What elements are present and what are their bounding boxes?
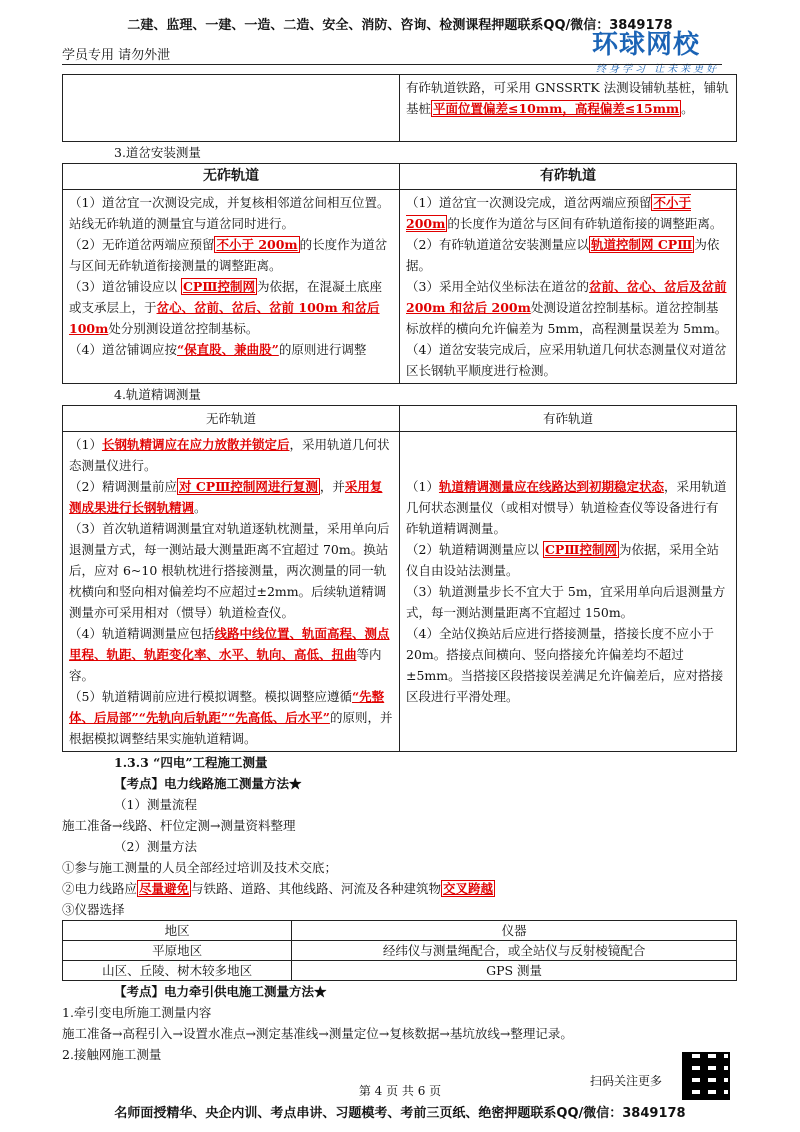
top-banner: 二建、监理、一建、一造、二造、安全、消防、咨询、检测课程押题联系QQ/微信：3849178 <box>127 18 673 33</box>
turnout-ballastless-cell: （1）道岔宜一次测设完成，并复核相邻道岔间相互位置。站线无砟轨道的测量宜与道岔同时进行。 （2）无砟道岔两端应预留 不小于 200m 的长度作为道岔与区间无砟轨道衔接测量的调整距离。 （3）道岔铺设应以 CPⅢ控制网 为依据，在混凝土底座或支承层上，于岔心、岔前、岔后、岔前 100m 和岔后 100m处分别测设道岔控制基标。 （4）道岔铺调应按“保直股、兼曲股”的原则进行调整 <box>63 190 400 384</box>
confidential-note: 学员专用 请勿外泄 <box>62 48 171 63</box>
continuation-cell: 有砟轨道铁路，可采用 GNSSRTK 法测设铺轨基桩，铺轨基桩 平面位置偏差≤10mm，高程偏差≤15mm 。 <box>400 75 737 142</box>
keypoint-traction: 【考点】电力牵引供电施工测量方法★ <box>114 984 327 999</box>
scan-prompt: 扫码关注更多 <box>590 1074 663 1088</box>
logo-slogan: 终身学习 让未来更好 <box>596 64 720 75</box>
col-ballastless: 无砟轨道 <box>63 164 400 190</box>
page-number: 第 4 页 共 6 页 <box>358 1084 442 1098</box>
keypoint-power-line: 【考点】电力线路施工测量方法★ <box>114 776 302 791</box>
fine-tuning-ballasted-cell: （1）轨道精调测量应在线路达到初期稳定状态，采用轨道几何状态测量仪（或相对惯导）轨道检查仪等设备进行有砟轨道精调测量。 （2）轨道精调测量应以 CPⅢ控制网 为依据，采用全站仪自由设站法测量。 （3）轨道测量步长不宜大于 5m，宜采用单向后退测量方式，每一测站测量距离不宜超过 150m。 （4）全站仪换站后应进行搭接测量，搭接长度不应小于 20m。搭接点间横向、竖向搭接允许偏差均不超过±5mm。当搭接区段搭接误差满足允许偏差后，应对搭接区段进行平滑处理。 <box>400 432 737 752</box>
instrument-table: 地区 仪器 平原地区 经纬仪与测量绳配合，或全站仪与反射棱镜配合 山区、丘陵、树木较多地区 GPS 测量 <box>62 920 737 981</box>
section-4-title: 4.轨道精调测量 <box>114 387 201 402</box>
section-3-title: 3.道岔安装测量 <box>114 145 201 160</box>
logo-title: 环球网校 <box>592 30 701 60</box>
table-row: 山区、丘陵、树木较多地区 GPS 测量 <box>63 961 737 981</box>
bottom-banner: 名师面授精华、央企内训、考点串讲、习题模考、考前三页纸、绝密押题联系QQ/微信：3849178 <box>114 1106 686 1121</box>
turnout-table <box>62 163 737 384</box>
continuation-table <box>62 74 737 142</box>
table-row: 平原地区 经纬仪与测量绳配合，或全站仪与反射棱镜配合 <box>63 941 737 961</box>
page-content: 有砟轨道铁路，可采用 GNSSRTK 法测设铺轨基桩，铺轨基桩 平面位置偏差≤10mm，高程偏差≤15mm 。 3.道岔安装测量 无砟轨道 有砟轨道 （1）道岔宜一次测设完成，并复核相邻道岔间相互位置。站线无砟轨道的测量宜与道岔同时进行。 （2）无砟道岔两端应预留 不小于 200m 的长度作为道岔与区间无砟轨道衔接测量的调整距离。 （3）道岔铺设应以 CPⅢ控制网 为依据，在混凝土底座或支承层上，于岔心、岔前、岔后、岔前 100m 和岔后 100m处分别测设道岔控制基标。 （4）道岔铺调应按“保直股、兼曲股”的原则进行调整 （1）道岔宜一次测设完成，道岔两端应预留 不小于 200m 的长度作为道岔与区间有砟轨道衔接的调整距离。 （2）有砟轨道道岔安装测量应以 轨道控制网 CPⅢ 为依据。 （3）采用全站仪坐标法在道岔的岔前、岔心、岔后及岔前 200m 和岔后 200m处测设道岔控制基标。道岔控制基标放样的横向允许偏差为 5mm，高程测量误差为 5mm。 （4）道岔安装完成后，应采用轨道几何状态测量仪对道岔区长钢轨平顺度进行检测。 4.轨道精调测量 无砟轨道 有砟轨道 （1）长钢轨精调应在应力放散并锁定后，采用轨道几何状态测量仪进行。 （2）精调测量前应 对 CPⅢ控制网进行复测 ，并采用复测成果进行长钢轨精调。 （3）首次轨道精调测量宜对轨道逐轨枕测量，采用单向后退测量方式，每一测站最大测量距离不宜超过 70m。换站后，应对 6~10 根轨枕进行搭接测量，两次测量的同一轨枕横向和竖向相对偏差均不应超过±2mm。后续轨道精调测量亦可采用相对（惯导）轨道检查仪。 （4）轨道精调测量应包括线路中线位置、轨面高程、测点里程、轨距、轨距变化率、水平、轨向、高低、扭曲等内容。 （5）轨道精调前应进行模拟调整。模拟调整应遵循“先整体、后局部”“先轨向后轨距”“先高低、后水平”的原则，并根据模拟调整结果实施轨道精调。 （1）轨道精调测量应在线路达到初期稳定状态，采用轨道几何状态测量仪（或相对惯导）轨道检查仪等设备进行有砟轨道精调测量。 （2）轨道精调测量应以 CPⅢ控制网 为依据，采用全站仪自由设站法测量。 （3）轨道测量步长不宜大于 5m，宜采用单向后退测量方式，每一测站测量距离不宜超过 150m。 （4）全站仪换站后应进行搭接测量，搭接长度不应小于 20m。搭接点间横向、竖向搭接允许偏差均不超过±5mm。当搭接区段搭接误差满足允许偏差后，应对搭接区段进行平滑处理。 1.3.3 “四电”工程施工测量 【考点】电力线路施工测量方法★ （1）测量流程 施工准备→线路、杆位定测→测量资料整理 （2）测量方法 ①参与施工测量的人员全部经过培训及技术交底； ②电力线路应 尽量避免 与铁路、道路、其他线路、河流及各种建筑物 交叉跨越 ③仪器选择 地区 仪器 平原地区 经纬仪与测量绳配合，或全站仪与反射棱镜配合 山区、丘陵、树木较多地区 GPS 测量 【考点】电力牵引供电施工测量方法★ 1.牵引变电所施工测量内容 施工准备→高程引入→设置水准点→测定基准线→测量定位→复核数据→基坑放线→整理记录。 2.接触网施工测量 <box>62 74 737 1065</box>
turnout-ballasted-cell: （1）道岔宜一次测设完成，道岔两端应预留 不小于 200m 的长度作为道岔与区间有砟轨道衔接的调整距离。 （2）有砟轨道道岔安装测量应以 轨道控制网 CPⅢ 为依据。 （3）采用全站仪坐标法在道岔的岔前、岔心、岔后及岔前 200m 和岔后 200m处测设道岔控制基标。道岔控制基标放样的横向允许偏差为 5mm，高程测量误差为 5mm。 （4）道岔安装完成后，应采用轨道几何状态测量仪对道岔区长钢轨平顺度进行检测。 <box>400 190 737 384</box>
col-ballasted: 有砟轨道 <box>400 164 737 190</box>
fine-tuning-table <box>62 405 737 752</box>
brand-logo <box>592 30 742 75</box>
section-133-title: 1.3.3 “四电”工程施工测量 <box>114 755 268 770</box>
col-ballasted: 有砟轨道 <box>400 406 737 432</box>
header-divider <box>62 64 722 65</box>
fine-tuning-ballastless-cell: （1）长钢轨精调应在应力放散并锁定后，采用轨道几何状态测量仪进行。 （2）精调测量前应 对 CPⅢ控制网进行复测 ，并采用复测成果进行长钢轨精调。 （3）首次轨道精调测量宜对轨道逐轨枕测量，采用单向后退测量方式，每一测站最大测量距离不宜超过 70m。换站后，应对 6~10 根轨枕进行搭接测量，两次测量的同一轨枕横向和竖向相对偏差均不应超过±2mm。后续轨道精调测量亦可采用相对（惯导）轨道检查仪。 （4）轨道精调测量应包括线路中线位置、轨面高程、测点里程、轨距、轨距变化率、水平、轨向、高低、扭曲等内容。 （5）轨道精调前应进行模拟调整。模拟调整应遵循“先整体、后局部”“先轨向后轨距”“先高低、后水平”的原则，并根据模拟调整结果实施轨道精调。 <box>63 432 400 752</box>
col-ballastless: 无砟轨道 <box>63 406 400 432</box>
